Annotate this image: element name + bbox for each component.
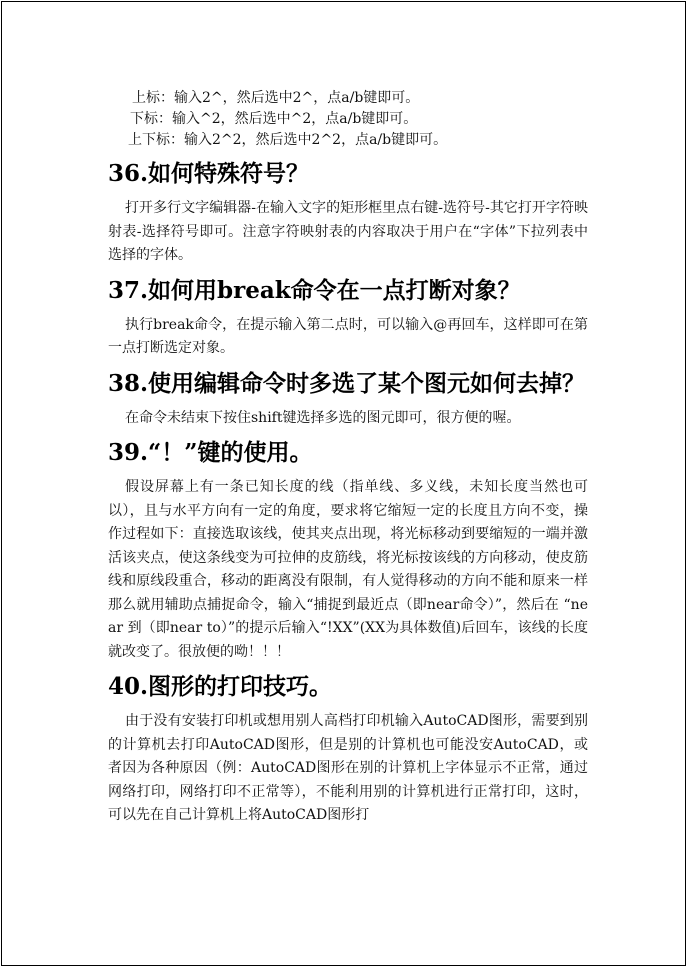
section-36-body: 打开多行文字编辑器-在输入文字的矩形框里点右键-选符号-其它打开字符映射表-选择符号即可。注意字符映射表的内容取决于用户在“字体”下拉列表中选择的字体。 — [108, 200, 588, 263]
document-page — [1, 1, 686, 966]
superscript-line: 上标：输入2^，然后选中2^，点a/b键即可。 — [132, 90, 420, 106]
section-37-body: 执行break命令，在提示输入第二点时，可以输入@再回车，这样即可在第一点打断选定对象。 — [108, 316, 588, 356]
section-36-heading: 36.如何特殊符号？ — [108, 160, 310, 187]
section-38-body: 在命令未结束下按住shift键选择多选的图元即可，很方便的喔。 — [125, 409, 521, 426]
section-39-heading: 39.“！”键的使用。 — [108, 439, 313, 466]
section-39-body: 假设屏幕上有一条已知长度的线（指单线、多义线，未知长度当然也可以），且与水平方向有一定的角度，要求将它缩短一定的长度且方向不变，操作过程如下：直接选取该线，使其夹点出现，将光标移动到要缩短的一端并激活该夹点，使这条线变为可拉伸的皮筋线，将光标按该线的方向移动，使皮筋线和原线段重合，移动的距离没有限制，有人觉得移动的方向不能和原来一样那么就用辅助点捕捉命令，输入“捕捉到最近点（即near命令）”，然后在 “near 到（即near to）”的提示后输入“!XX”(XX为具体数值)后回车，该线的长度就改变了。很放便的呦！！！ — [108, 479, 588, 660]
page-content — [108, 88, 588, 828]
section-38-heading: 38.使用编辑命令时多选了某个图元如何去掉？ — [108, 369, 586, 397]
section-40-body: 由于没有安装打印机或想用别人高档打印机输入AutoCAD图形，需要到别的计算机去打印AutoCAD图形，但是别的计算机也可能没安AutoCAD，或者因为各种原因（例：AutoCAD图形在别的计算机上字体显示不正常，通过网络打印，网络打印不正常等），不能利用别的计算机进行正常打印，这时，可以先在自己计算机上将AutoCAD图形打 — [108, 713, 588, 823]
subscript-line: 下标：输入^2，然后选中^2，点a/b键即可。 — [130, 111, 418, 127]
section-40-heading: 40.图形的打印技巧。 — [108, 673, 333, 700]
section-37-heading: 37.如何用break命令在一点打断对象？ — [108, 276, 521, 304]
supersub-line: 上下标：输入2^2，然后选中2^2，点a/b键即可。 — [128, 132, 448, 148]
